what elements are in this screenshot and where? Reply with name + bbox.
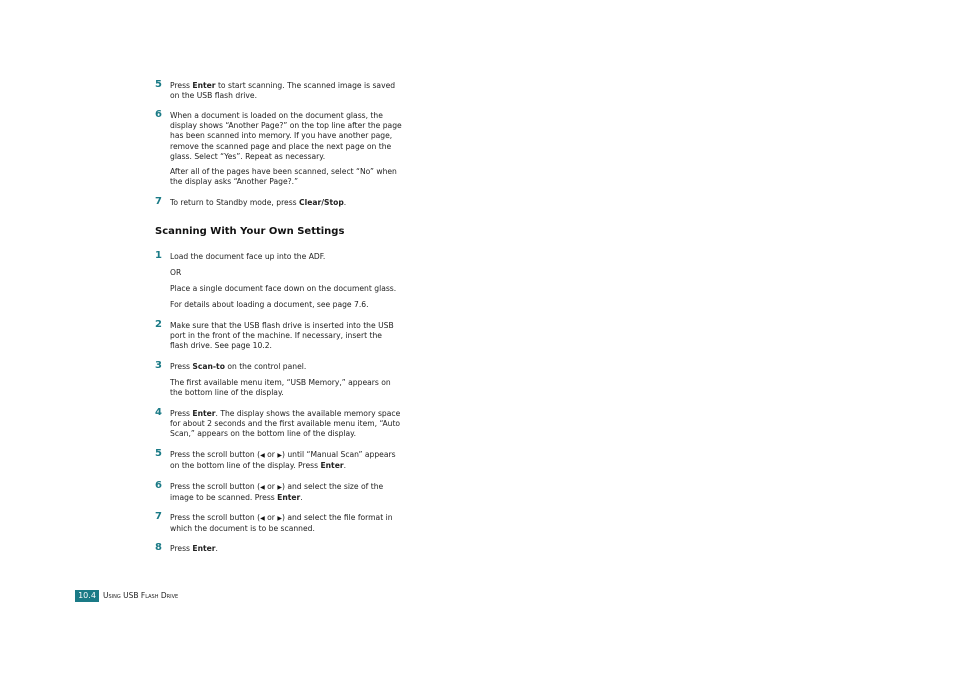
text-run: . [300,492,303,502]
step-number: 7 [155,196,162,207]
step-text [170,362,402,372]
text-run: to start scanning. The scanned image is saved on the USB flash drive. [170,81,396,101]
scroll-right-arrow-icon: ▶ [277,514,282,522]
step-text [170,544,402,554]
step-number: 6 [155,109,162,120]
text-run: . [215,544,218,553]
scroll-left-arrow-icon: ◀ [260,514,265,522]
text-run: or [264,450,278,459]
step-text [170,409,402,440]
step-text [170,482,402,503]
text-run: Press [170,362,193,371]
text-run: ) and select the file format in which the document is to be scanned. [170,513,393,533]
section-heading: Scanning With Your Own Settings [155,226,345,237]
step-text [170,450,402,471]
text-run: ) until “Manual Scan” appears on the bottom line of the display. Press [170,450,396,470]
step-text: Make sure that the USB flash drive is inserted into the USB port in the front of the machine. If necessary, insert the flash drive. See page 10.2. [170,321,394,351]
text-run: . [343,460,347,470]
step-text [170,81,402,101]
text-run-bold: Enter [320,460,344,470]
text-run: Press [170,81,193,90]
text-run-bold: Enter [192,409,216,418]
text-run: . [343,198,347,207]
step-text: When a document is loaded on the document glass, the display shows “Another Page?” on the top line after the page has been scanned into memory. If you have another page, remove the scanned page and place the next page on the glass. Select “Yes”. Repeat as necessary. [170,111,402,161]
scroll-left-arrow-icon: ◀ [260,483,265,491]
step-number: 5 [155,79,162,90]
step-number: 8 [155,542,162,553]
text-run: Press [170,544,193,553]
scroll-left-arrow-icon: ◀ [260,451,265,459]
step-text [170,513,402,534]
chapter-title: Using USB Flash Drive [103,591,179,600]
step-1-note: For details about loading a document, see page 7.6. [170,300,369,309]
text-run-bold: Enter [192,544,216,553]
step-number: 4 [155,407,162,418]
step-number: 7 [155,511,162,522]
scroll-right-arrow-icon: ▶ [277,483,282,491]
step-text [170,198,402,208]
text-run: To return to Standby mode, press [170,198,300,207]
step-number: 2 [155,319,162,330]
text-run: Press the scroll button ( [170,450,261,459]
text-run-bold: Enter [192,81,216,90]
text-run: . The display shows the available memory space for about 2 seconds and the first available menu item, “Auto Scan,” appears on the bottom line of the display. [170,409,401,439]
text-run: Press the scroll button ( [170,513,261,522]
scroll-right-arrow-icon: ▶ [277,451,282,459]
text-run: ) and select the size of the image to be scanned. Press [170,482,384,502]
text-run-bold: Enter [277,492,301,502]
text-run: or [264,482,278,491]
step-number: 3 [155,360,162,371]
text-run-bold: Clear/Stop [299,198,344,207]
text-run: Press [170,409,193,418]
step-1-alt: Place a single document face down on the document glass. [170,284,397,293]
text-run: on the control panel. [224,362,307,371]
text-run-bold: Scan-to [192,362,225,371]
step-number: 6 [155,480,162,491]
text-run: Press the scroll button ( [170,482,261,491]
step-text: Load the document face up into the ADF. [170,252,326,261]
text-run: or [264,513,278,522]
page-number-badge: 10.4 [75,590,99,602]
step-number: 1 [155,250,162,261]
step-1-or: OR [170,268,182,277]
step-6-note: After all of the pages have been scanned, select “No” when the display asks “Another Page?.” [170,167,397,187]
step-3-note: The first available menu item, “USB Memory,” appears on the bottom line of the display. [170,378,391,398]
step-number: 5 [155,448,162,459]
